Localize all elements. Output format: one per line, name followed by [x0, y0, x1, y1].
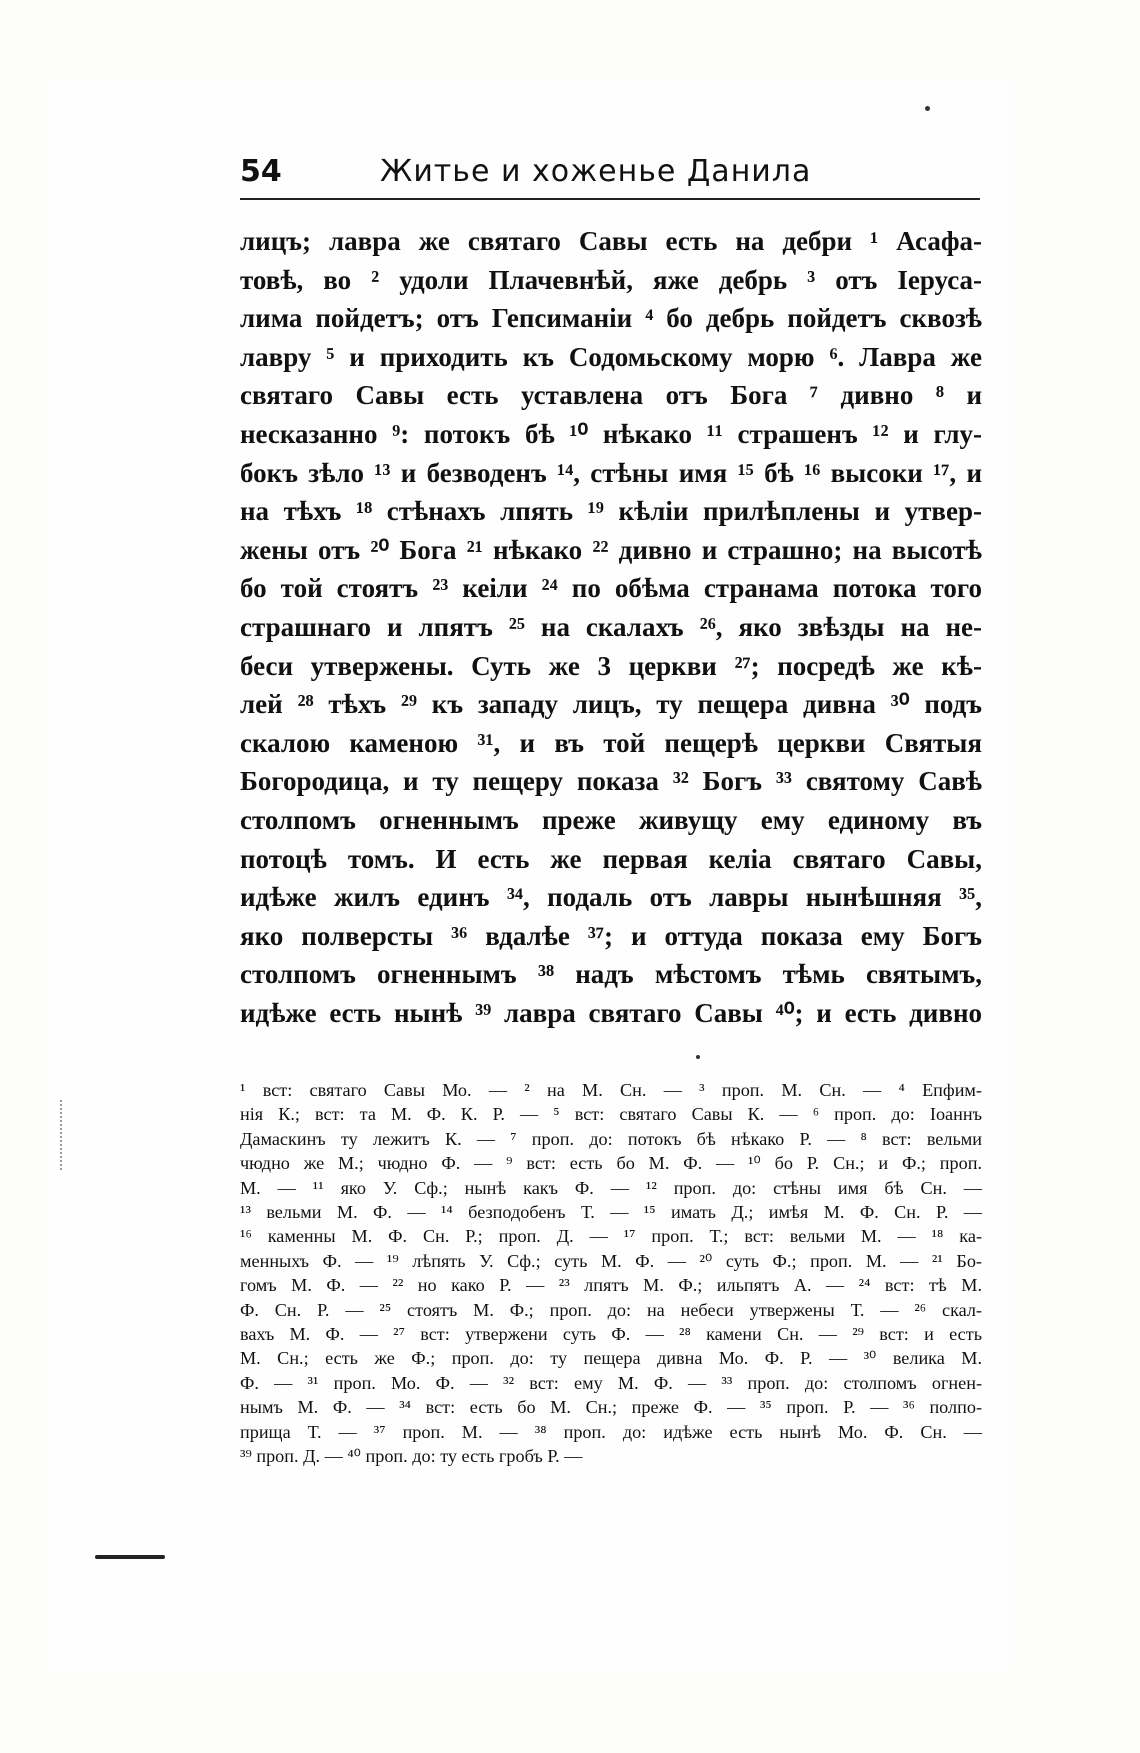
text-line: яко полверсты ³⁶ вдалѣе ³⁷; и оттуда показа ему Богъ	[240, 920, 982, 951]
text-line: лавру ⁵ и приходить къ Содомьскому морю ⁶. Лавра же	[240, 341, 982, 372]
text-line: святаго Савы есть уставлена отъ Бога ⁷ дивно ⁸ и	[240, 380, 982, 411]
footnote-line: М. — ¹¹ яко У. Сф.; нынѣ какъ Ф. — ¹² проп. до: стѣны имя бѣ Сн. —	[240, 1177, 982, 1198]
page-number: 54	[240, 154, 282, 189]
text-line: жены отъ ²⁰ Бога ²¹ нѣкако ²² дивно и страшно; на высотѣ	[240, 534, 982, 565]
footnote-line: нія К.; вст: та М. Ф. К. Р. — ⁵ вст: святаго Савы К. — ⁶ проп. до: Іоаннъ	[240, 1104, 982, 1125]
footnote-line: гомъ М. Ф. — ²² но како Р. — ²³ лпятъ М. Ф.; ильпятъ А. — ²⁴ вст: тѣ М.	[240, 1275, 982, 1296]
text-line: идѣже жилъ единъ ³⁴, подаль отъ лавры нынѣшняя ³⁵,	[240, 882, 982, 913]
text-line: лима пойдетъ; отъ Гепсиманіи ⁴ бо дебрь пойдетъ сквозѣ	[240, 303, 982, 334]
text-line: потоцѣ томъ. И есть же первая келіа святаго Савы,	[240, 843, 982, 874]
margin-marks	[60, 1100, 65, 1170]
footnote-line: ³⁹ проп. Д. — ⁴⁰ проп. до: ту есть гробъ Р. —	[240, 1446, 583, 1467]
running-title: Житье и хоженье Данила	[380, 154, 812, 189]
footnote-line: нымъ М. Ф. — ³⁴ вст: есть бо М. Сн.; преже Ф. — ³⁵ проп. Р. — ³⁶ полпо-	[240, 1397, 982, 1418]
page-header	[240, 150, 980, 200]
footnote-line: вахъ М. Ф. — ²⁷ вст: утвержени суть Ф. — ²⁸ камени Сн. — ²⁹ вст: и есть	[240, 1324, 982, 1345]
text-line: столпомъ огненнымъ ³⁸ надъ мѣстомъ тѣмь святымъ,	[240, 959, 982, 990]
footnote-line: Ф. — ³¹ проп. Мо. Ф. — ³² вст: ему М. Ф. — ³³ проп. до: столпомъ огнен-	[240, 1372, 982, 1393]
footnote-line: прища Т. — ³⁷ проп. М. — ³⁸ проп. до: идѣже есть нынѣ Мо. Ф. Сн. —	[240, 1421, 982, 1442]
footnote-line: Дамаскинъ ту лежитъ К. — ⁷ проп. до: потокъ бѣ нѣкако Р. — ⁸ вст: вельми	[240, 1128, 982, 1149]
text-line: товѣ, во ² удоли Плачевнѣй, яже дебрь ³ отъ Іеруса-	[240, 264, 982, 295]
text-line: идѣже есть нынѣ ³⁹ лавра святаго Савы ⁴⁰; и есть дивно	[240, 997, 982, 1028]
footnote-line: ¹³ вельми М. Ф. — ¹⁴ безподобенъ Т. — ¹⁵ имать Д.; имѣя М. Ф. Сн. Р. —	[240, 1202, 982, 1223]
text-line: страшнаго и лпятъ ²⁵ на скалахъ ²⁶, яко звѣзды на не-	[240, 611, 982, 642]
footnotes	[240, 1078, 982, 1469]
text-line: лей ²⁸ тѣхъ ²⁹ къ западу лицъ, ту пещера дивна ³⁰ подъ	[240, 689, 982, 720]
margin-dash	[95, 1555, 165, 1559]
footnote-line: чюдно же М.; чюдно Ф. — ⁹ вст: есть бо М. Ф. — ¹⁰ бо Р. Сн.; и Ф.; проп.	[240, 1153, 982, 1174]
text-line: несказанно ⁹: потокъ бѣ ¹⁰ нѣкако ¹¹ страшенъ ¹² и глу-	[240, 418, 982, 449]
print-dot	[696, 1055, 700, 1059]
text-line: бо той стоятъ ²³ кеіли ²⁴ по обѣма странама потока того	[240, 573, 982, 604]
text-line: скалою каменою ³¹, и въ той пещерѣ церкви Святыя	[240, 727, 982, 758]
text-line: лицъ; лавра же святаго Савы есть на дебри ¹ Асафа-	[240, 226, 982, 256]
footnote-line: ¹ вст: святаго Савы Мо. — ² на М. Сн. — ³ проп. М. Сн. — ⁴ Епфим-	[240, 1080, 982, 1100]
text-line: бокъ зѣло ¹³ и безводенъ ¹⁴, стѣны имя ¹⁵ бѣ ¹⁶ высоки ¹⁷, и	[240, 457, 982, 488]
footnote-line: ¹⁶ каменны М. Ф. Сн. Р.; проп. Д. — ¹⁷ проп. Т.; вст: вельми М. — ¹⁸ ка-	[240, 1226, 982, 1247]
text-line: столпомъ огненнымъ преже живущу ему единому въ	[240, 804, 982, 835]
main-text	[240, 222, 982, 1032]
footnote-line: Ф. Сн. Р. — ²⁵ стоятъ М. Ф.; проп. до: на небеси утвержены Т. — ²⁶ скал-	[240, 1299, 982, 1320]
footnote-line: М. Сн.; есть же Ф.; проп. до: ту пещера дивна Мо. Ф. Р. — ³⁰ велика М.	[240, 1348, 982, 1369]
text-line: Богородица, и ту пещеру показа ³² Богъ ³³ святому Савѣ	[240, 766, 982, 797]
text-line: беси утвержены. Суть же 3 церкви ²⁷; посредѣ же кѣ-	[240, 650, 982, 681]
print-dot	[925, 106, 930, 111]
footnote-line: менныхъ Ф. — ¹⁹ лѣпять У. Сф.; суть М. Ф. — ²⁰ суть Ф.; проп. М. — ²¹ Бо-	[240, 1250, 982, 1271]
text-line: на тѣхъ ¹⁸ стѣнахъ лпять ¹⁹ кѣліи прилѣплены и утвер-	[240, 496, 982, 527]
